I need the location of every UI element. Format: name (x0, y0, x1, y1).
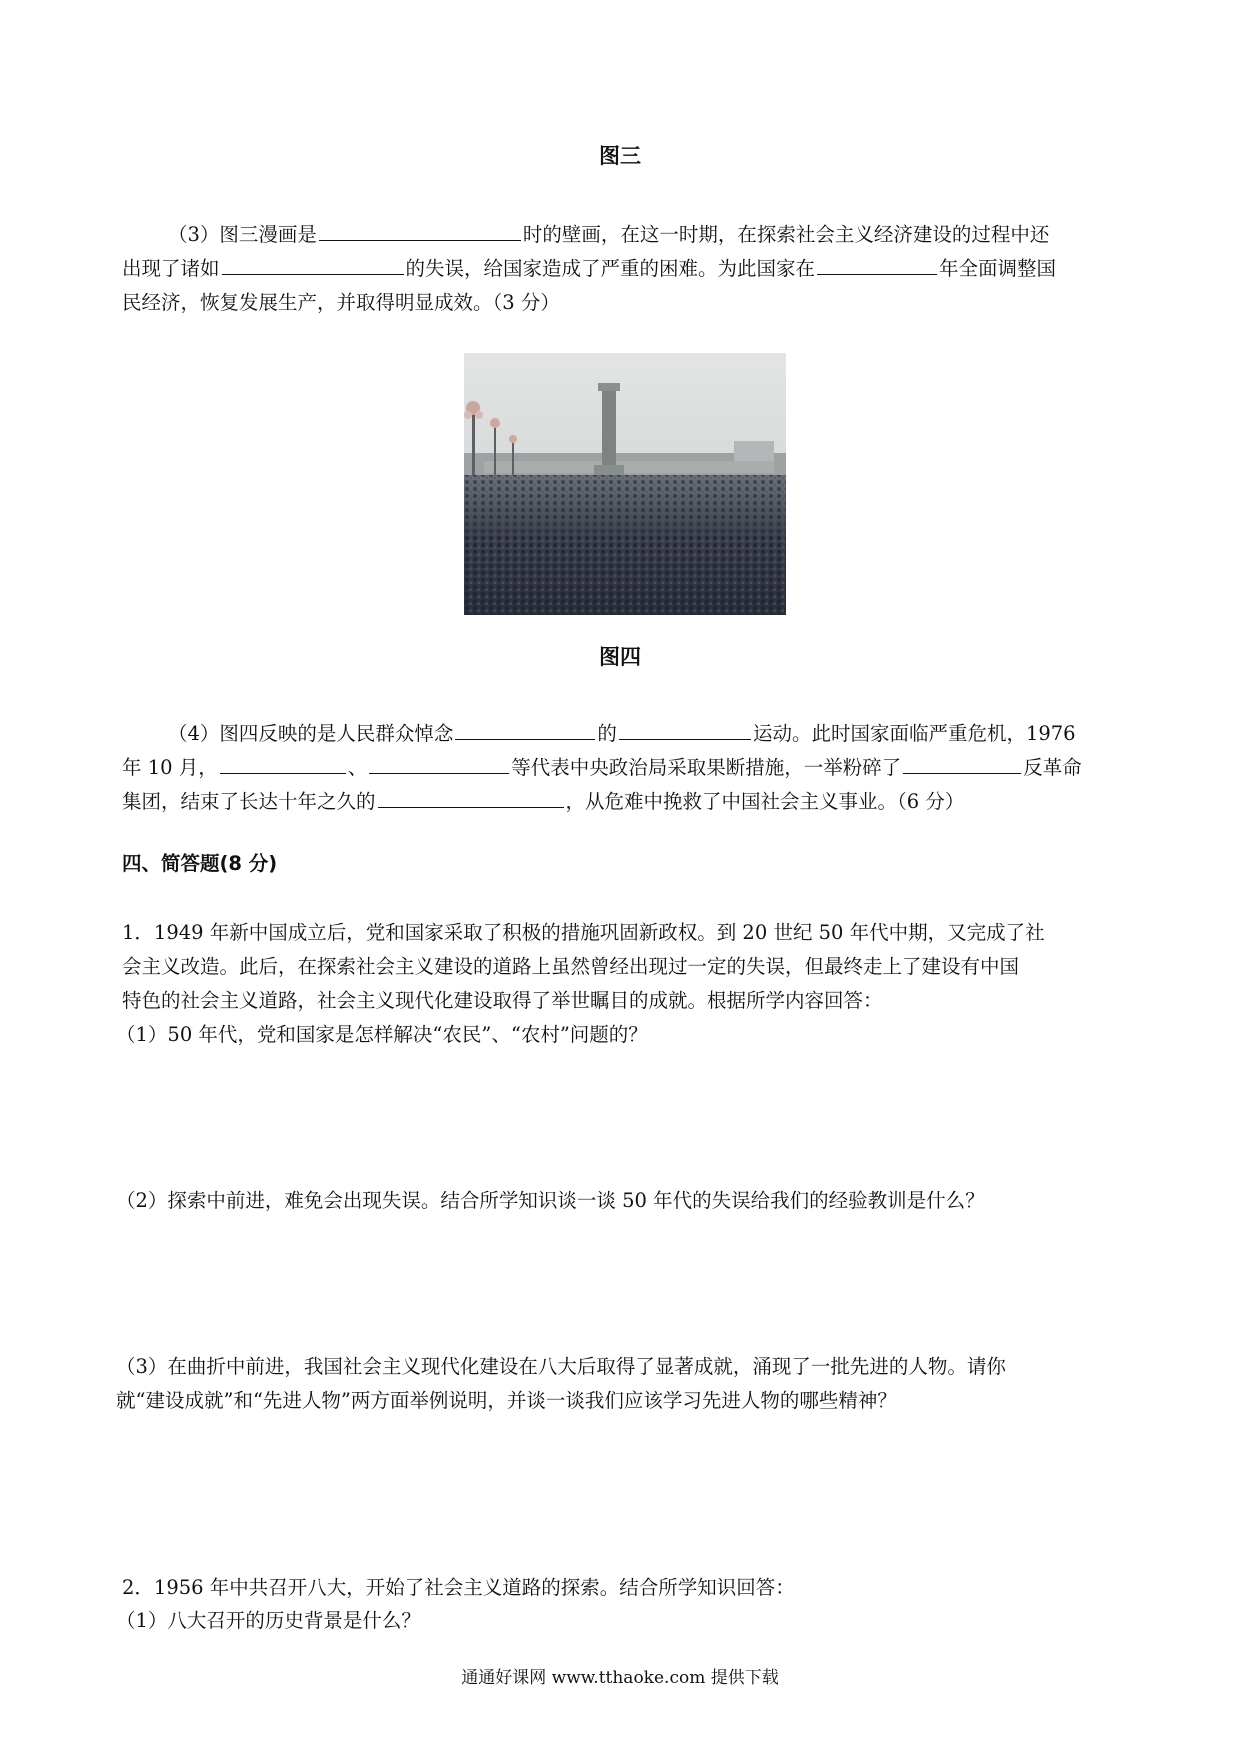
q4-text-2: 的 (597, 722, 617, 745)
answer-blank[interactable] (369, 751, 509, 774)
q1-sub-3-paragraph (116, 1350, 1126, 1418)
question-3-line-1 (122, 218, 1132, 252)
question-3-paragraph (122, 218, 1132, 320)
question-3-line-2 (122, 252, 1132, 286)
q1-sub-1: （1）50 年代，党和国家是怎样解决“农民”、“农村”问题的？ (116, 1023, 648, 1046)
figure-3-caption: 图三 (599, 144, 641, 168)
section-4-heading: 四、简答题(8 分) (122, 852, 278, 875)
q2-intro: 2．1956 年中共召开八大，开始了社会主义道路的探索。结合所学知识回答： (122, 1576, 795, 1599)
q1-sub-3-line-2: 就“建设成就”和“先进人物”两方面举例说明，并谈一谈我们应该学习先进人物的哪些精神？ (116, 1389, 897, 1412)
photo-illustration (464, 353, 786, 615)
q1-intro-line-2: 会主义改造。此后，在探索社会主义建设的道路上虽然曾经出现过一定的失误，但最终走上了建设有中国 (122, 955, 1020, 978)
q4-text-1: （4）图四反映的是人民群众悼念 (168, 722, 454, 745)
q1-intro-line-3: 特色的社会主义道路，社会主义现代化建设取得了举世瞩目的成就。根据所学内容回答： (122, 989, 883, 1012)
q1-intro-line-1: 1．1949 年新中国成立后，党和国家采取了积极的措施巩固新政权。到 20 世纪 50 年代中期，又完成了社 (122, 921, 1045, 944)
answer-blank[interactable] (222, 252, 404, 275)
q3-text-2: 时的壁画，在这一时期，在探索社会主义经济建设的过程中还 (522, 223, 1050, 246)
answer-blank[interactable] (455, 717, 595, 740)
q4-text-9: ，从危难中挽救了中国社会主义事业。（6 分） (565, 790, 965, 813)
q4-text-6: 等代表中央政治局采取果断措施，一举粉碎了 (511, 756, 902, 779)
q3-text-3: 出现了诸如 (122, 257, 220, 280)
q4-text-8: 集团，结束了长达十年之久的 (122, 790, 376, 813)
answer-blank[interactable] (378, 785, 564, 808)
q3-text-5: 年全面调整国 (939, 257, 1057, 280)
q2-sub-1: （1）八大召开的历史背景是什么？ (116, 1609, 421, 1632)
q1-intro-paragraph (122, 916, 1132, 1018)
q1-sub-2: （2）探索中前进，难免会出现失误。结合所学知识谈一谈 50 年代的失误给我们的经验教训是什么？ (116, 1189, 985, 1212)
question-4-paragraph (122, 717, 1132, 819)
page-footer: 通通好课网 www.tthaoke.com 提供下载 (461, 1668, 779, 1688)
answer-blank[interactable] (903, 751, 1021, 774)
q4-text-3: 运动。此时国家面临严重危机，1976 (752, 722, 1076, 745)
q3-text-1: （3）图三漫画是 (168, 223, 317, 246)
question-4-line-3 (122, 785, 1132, 819)
q1-sub-3-line-1: （3）在曲折中前进，我国社会主义现代化建设在八大后取得了显著成就，涌现了一批先进的人物。请你 (116, 1355, 1006, 1378)
q4-text-5: 、 (347, 756, 368, 779)
q4-text-7: 反革命 (1023, 756, 1082, 779)
tiananmen-crowd-photo (464, 353, 786, 615)
question-3-line-3: 民经济，恢复发展生产，并取得明显成效。（3 分） (122, 291, 560, 314)
answer-blank[interactable] (220, 751, 346, 774)
answer-blank[interactable] (319, 218, 521, 241)
question-4-line-1 (122, 717, 1132, 751)
answer-blank[interactable] (817, 252, 937, 275)
q3-text-4: 的失误，给国家造成了严重的困难。为此国家在 (405, 257, 816, 280)
q4-text-4: 年 10 月， (122, 756, 218, 779)
answer-blank[interactable] (619, 717, 751, 740)
question-4-line-2 (122, 751, 1132, 785)
figure-4-caption: 图四 (599, 645, 641, 669)
